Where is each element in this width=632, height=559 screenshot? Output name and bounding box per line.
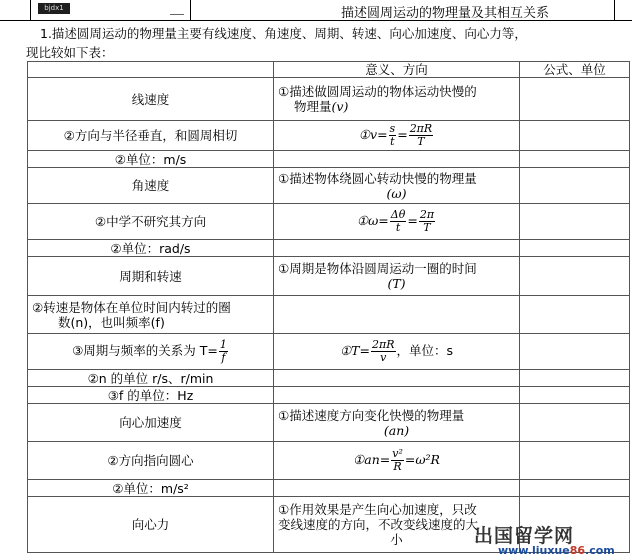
direction-text: ②方向与半径垂直，和圆周相切 (28, 121, 274, 151)
formula-unit: ，单位：s (396, 343, 454, 358)
page-title: 描述圆周运动的物理量及其相互关系 (340, 6, 549, 21)
meaning-text: ①描述速度方向变化快慢的物理量 (278, 407, 465, 423)
denominator: T (423, 221, 431, 234)
numerator: 2πR (372, 338, 395, 351)
unit-text: ②单位：m/s² (28, 480, 274, 497)
meaning-text: ①描述做圆周运动的物体运动快慢的 (278, 84, 477, 99)
header-rule (0, 20, 632, 21)
formula-text: ①an= (353, 452, 391, 467)
symbol: (ω) (386, 185, 407, 201)
meaning-text: ①描述物体绕圆心转动快慢的物理量 (278, 170, 477, 186)
empty-cell (274, 387, 520, 404)
meaning-cell (274, 404, 520, 442)
unit-text: ③f 的单位：Hz (28, 387, 274, 404)
meaning-text: ①周期是物体沿圆周运动一圈的时间 (278, 261, 477, 276)
table-row (28, 204, 630, 240)
rev-line-1: ②转速是物体在单位时间内转过的圈 (32, 299, 231, 315)
empty-cell (274, 151, 520, 168)
rotational-speed-text (28, 296, 274, 334)
equals: = (407, 213, 418, 228)
denominator: R (393, 460, 402, 473)
fraction (419, 209, 435, 234)
empty-cell (274, 370, 520, 387)
symbol: (T) (387, 276, 406, 291)
empty-cell (520, 168, 630, 204)
denominator: f (221, 351, 226, 364)
header-cell-quantity (28, 62, 274, 78)
fraction (409, 123, 434, 148)
intro-line-2: 现比较如下表： (26, 45, 114, 60)
meaning-text: 变线速度的方向，不改变线速度的大 (278, 517, 479, 532)
table-row (28, 257, 630, 296)
formula-text: ①T= (339, 343, 370, 358)
fraction (391, 448, 404, 473)
meaning-text: 小 (390, 532, 403, 547)
relation-text (28, 334, 274, 370)
formula-text: ①ω= (356, 213, 389, 228)
quantity-name: 周期和转速 (28, 257, 274, 296)
formula-cell (274, 442, 520, 480)
table-row (28, 78, 630, 121)
watermark-url (498, 544, 615, 557)
watermark-url-part: www.liuxue (498, 544, 570, 557)
table-row (28, 387, 630, 404)
fraction (389, 123, 397, 148)
denominator: T (417, 135, 425, 148)
denominator: v (380, 351, 387, 364)
header-logo: bjdx1 (38, 3, 70, 14)
table-row (28, 334, 630, 370)
empty-cell (520, 257, 630, 296)
empty-cell (520, 240, 630, 257)
table-row (28, 296, 630, 334)
numerator: 2πR (409, 122, 433, 135)
empty-cell (520, 334, 630, 370)
watermark-url-part: 86 (569, 544, 586, 557)
table-row (28, 480, 630, 497)
equals: = (397, 127, 408, 142)
table-row (28, 404, 630, 442)
quantity-name: 向心加速度 (28, 404, 274, 442)
empty-cell (520, 442, 630, 480)
numerator: v² (392, 447, 403, 460)
table-header-row (28, 62, 630, 78)
formula-cell (274, 121, 520, 151)
empty-cell (520, 480, 630, 497)
watermark (470, 521, 632, 559)
fraction (371, 339, 396, 364)
unit-text: ②单位：rad/s (28, 240, 274, 257)
meaning-text: ①作用效果是产生向心加速度，只改 (278, 502, 477, 517)
fraction (390, 209, 407, 234)
physics-quantities-table (27, 61, 630, 553)
meaning-text-cont (278, 99, 515, 114)
header-divider (190, 0, 191, 20)
meaning-cell (274, 168, 520, 204)
header-divider (30, 0, 31, 20)
denominator: t (390, 135, 395, 148)
quantity-name: 向心力 (28, 497, 274, 553)
symbol: (an) (383, 422, 410, 438)
empty-cell (274, 240, 520, 257)
fraction (219, 339, 228, 364)
direction-text: ②中学不研究其方向 (28, 204, 274, 240)
empty-cell (520, 296, 630, 334)
header-mark (170, 14, 184, 15)
unit-text (28, 151, 274, 168)
table-row (28, 370, 630, 387)
numerator: Δθ (390, 208, 406, 221)
watermark-text: 出国留学网 (474, 525, 575, 547)
intro-line-1: 1.描述圆周运动的物理量主要有线速度、角速度、周期、转速、向心加速度、向心力等， (40, 26, 527, 41)
symbol: (v) (331, 99, 349, 114)
table-row (28, 240, 630, 257)
empty-cell (274, 296, 520, 334)
empty-cell (520, 387, 630, 404)
formula-cell (274, 204, 520, 240)
unit-text: ②n 的单位 r/s、r/min (28, 370, 274, 387)
unit-label: ②单位：m/s (114, 151, 187, 167)
document-top-bar (0, 0, 632, 22)
formula-cell-empty (520, 121, 630, 151)
meaning-text: 物理量 (294, 99, 332, 114)
formula-cell (274, 334, 520, 370)
empty-cell (520, 204, 630, 240)
empty-cell (520, 370, 630, 387)
numerator: 1 (219, 338, 227, 351)
table-row (28, 442, 630, 480)
empty-cell (520, 404, 630, 442)
quantity-name: 角速度 (28, 168, 274, 204)
formula-cell-empty (520, 78, 630, 121)
numerator: 2π (419, 208, 435, 221)
relation-label: ③周期与频率的关系为 T= (72, 343, 218, 358)
formula-text: ①v= (358, 127, 388, 142)
formula-text: =ω²R (404, 452, 440, 467)
table-row (28, 121, 630, 151)
rev-line-2: 数(n)，也叫频率(f) (58, 314, 165, 330)
quantity-name: 线速度 (28, 78, 274, 121)
meaning-cell (274, 257, 520, 296)
empty-cell (520, 151, 630, 168)
direction-text: ②方向指向圆心 (28, 442, 274, 480)
watermark-url-part: .com (585, 544, 615, 557)
intro-paragraph (26, 24, 630, 62)
table-row (28, 151, 630, 168)
header-cell-meaning: 意义、方向 (274, 62, 520, 78)
empty-cell (274, 480, 520, 497)
table-row (28, 168, 630, 204)
denominator: t (395, 221, 401, 234)
header-cell-formula: 公式、单位 (520, 62, 630, 78)
meaning-cell (274, 78, 520, 121)
numerator: s (389, 122, 396, 135)
